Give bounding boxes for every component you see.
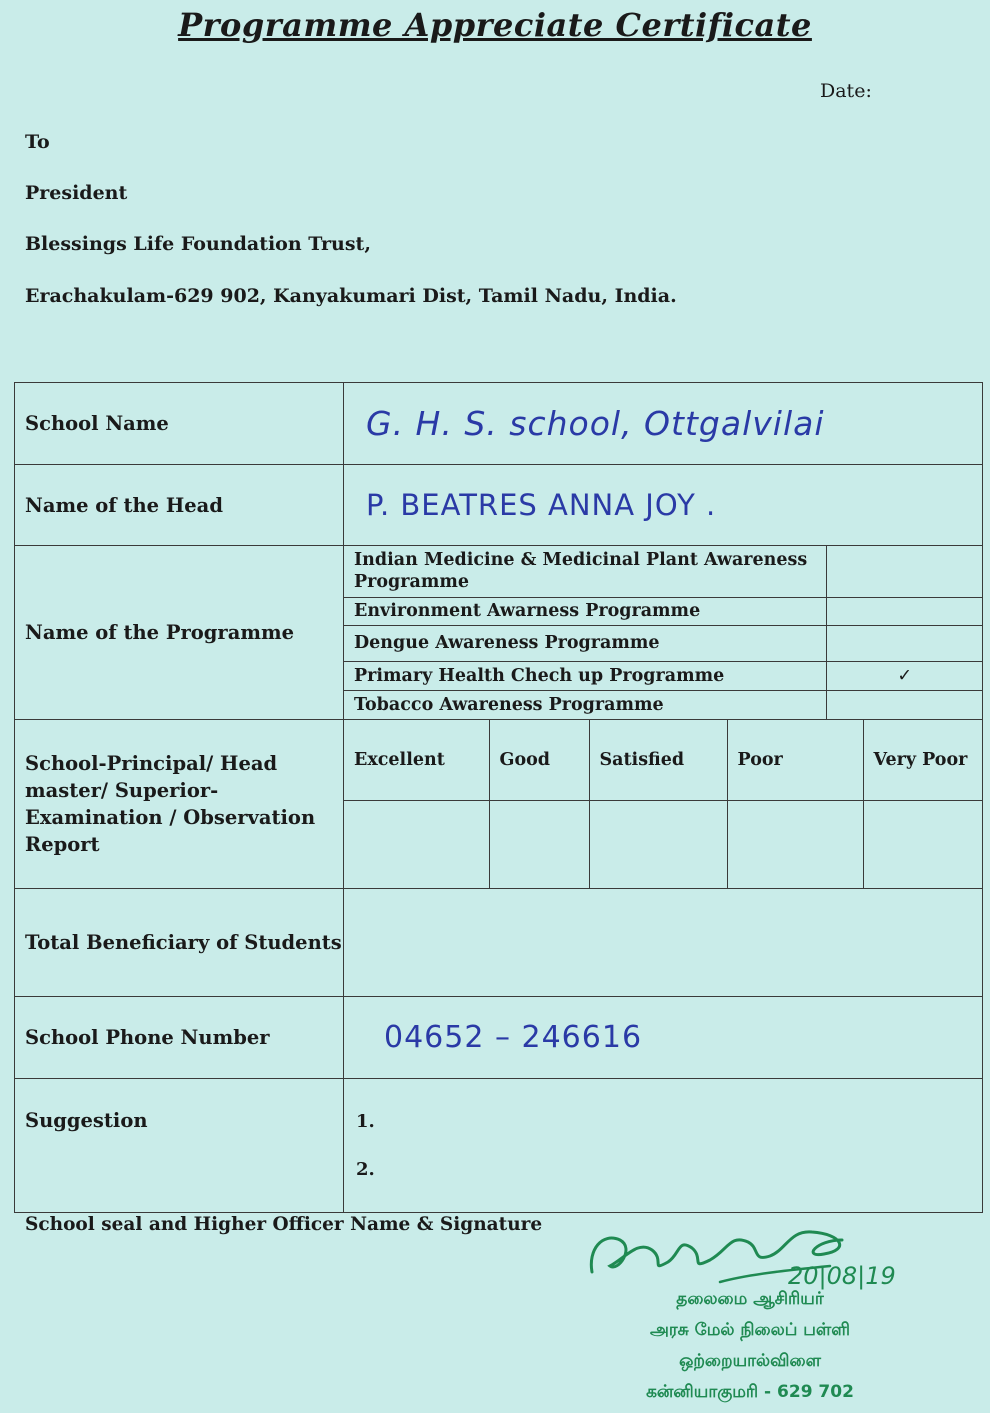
seal-line: கன்னியாகுமரி - 629 702	[646, 1382, 854, 1402]
address-to: To	[25, 131, 50, 153]
rating-poor: Poor	[727, 720, 863, 800]
report-label: School-Principal/ Head master/ Superior- Examination / Observation Report	[15, 720, 344, 889]
school-seal	[600, 1284, 900, 1408]
programme-mark	[826, 625, 983, 661]
rating-box-very-poor	[863, 800, 983, 888]
rating-satisfied: Satisfied	[589, 720, 727, 800]
suggestion-item-2: 2.	[356, 1159, 375, 1180]
programme-name: Primary Health Chech up Programme	[344, 661, 826, 690]
programme-list-cell	[344, 546, 983, 720]
suggestion-cell	[344, 1079, 983, 1213]
programme-label: Name of the Programme	[15, 546, 344, 720]
check-mark-icon: ✓	[826, 661, 983, 690]
programme-row	[344, 661, 983, 690]
suggestion-item-1: 1.	[356, 1111, 375, 1132]
address-organization: Blessings Life Foundation Trust,	[25, 233, 371, 255]
signature-date: 20|08|19	[788, 1262, 896, 1290]
programme-name: Tobacco Awareness Programme	[344, 690, 826, 719]
certificate-form-table	[14, 382, 983, 1213]
beneficiary-label: Total Beneficiary of Students	[15, 889, 344, 997]
programme-row	[344, 597, 983, 625]
programme-name: Indian Medicine & Medicinal Plant Awareness Programme	[344, 546, 826, 597]
address-recipient: President	[25, 182, 128, 204]
seal-line: தலைமை ஆசிரியர்	[676, 1289, 824, 1309]
rating-cell	[344, 720, 983, 889]
phone-label: School Phone Number	[15, 997, 344, 1079]
programme-row	[344, 690, 983, 719]
seal-line: அரசு மேல் நிலைப் பள்ளி	[649, 1320, 851, 1340]
rating-grid	[344, 720, 983, 888]
programme-row	[344, 625, 983, 661]
footer-signature-label: School seal and Higher Officer Name & Signature	[25, 1214, 543, 1235]
head-name-label: Name of the Head	[15, 465, 344, 546]
programme-mark	[826, 597, 983, 625]
date-label: Date:	[820, 80, 872, 102]
programme-mark	[826, 690, 983, 719]
suggestion-label: Suggestion	[15, 1079, 344, 1213]
phone-value: 04652 – 246616	[344, 997, 983, 1079]
rating-excellent: Excellent	[344, 720, 489, 800]
address-location: Erachakulam-629 902, Kanyakumari Dist, Tamil Nadu, India.	[25, 285, 677, 307]
programme-mark	[826, 546, 983, 597]
rating-box-excellent	[344, 800, 489, 888]
head-name-value: P. BEATRES ANNA JOY .	[344, 465, 983, 546]
seal-line: ஒற்றையால்விளை	[679, 1351, 821, 1371]
rating-box-satisfied	[589, 800, 727, 888]
school-name-label: School Name	[15, 383, 344, 465]
rating-box-good	[489, 800, 589, 888]
programme-name: Environment Awarness Programme	[344, 597, 826, 625]
programme-list	[344, 546, 983, 719]
rating-good: Good	[489, 720, 589, 800]
school-name-value: G. H. S. school, Ottgalvilai	[344, 383, 983, 465]
certificate-title: Programme Appreciate Certificate	[178, 6, 812, 44]
programme-row	[344, 546, 983, 597]
beneficiary-value	[344, 889, 983, 997]
rating-box-poor	[727, 800, 863, 888]
rating-very-poor: Very Poor	[863, 720, 983, 800]
programme-name: Dengue Awareness Programme	[344, 625, 826, 661]
